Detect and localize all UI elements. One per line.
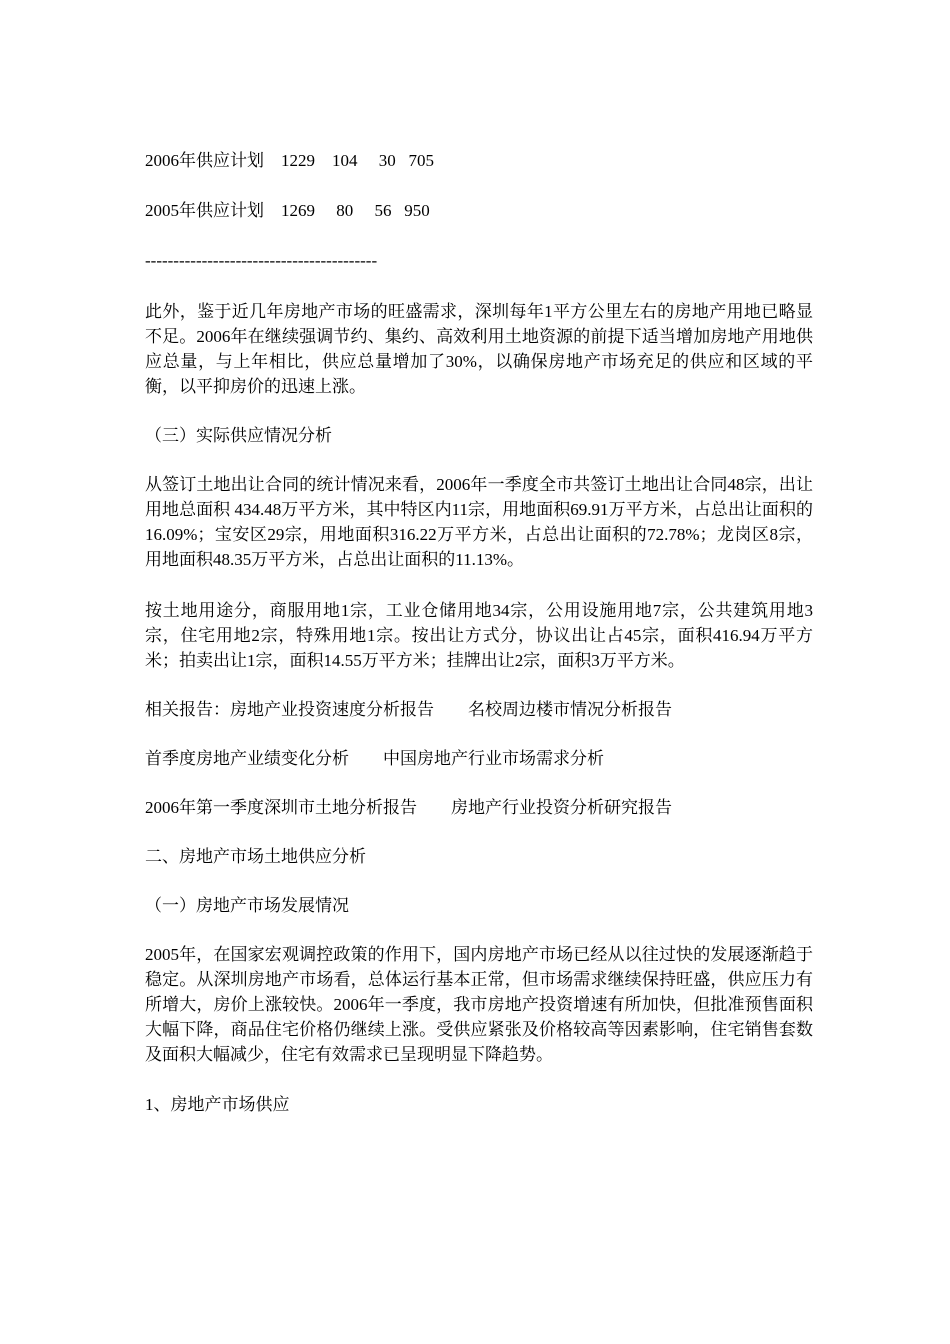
paragraph-land-use: 按土地用途分，商服用地1宗，工业仓储用地34宗，公用设施用地7宗，公共建筑用地3宗，住宅用地2宗，特殊用地1宗。按出让方式分，协议出让占45宗，面积416.94万平方米；拍卖出让1宗，面积14.55万平方米；挂牌出让2宗，面积3万平方米。 xyxy=(145,601,813,670)
related-reports-line-1[interactable]: 相关报告：房地产业投资速度分析报告 名校周边楼市情况分析报告 xyxy=(145,700,672,719)
section-heading-land-supply: 二、房地产市场土地供应分析 xyxy=(145,847,366,866)
paragraph-contract-statistics: 从签订土地出让合同的统计情况来看，2006年一季度全市共签订土地出让合同48宗，出让用地总面积 434.48万平方米，其中特区内11宗，用地面积69.91万平方米，占总出让面积的16.09%；宝安区29宗，用地面积316.22万平方米，占总出让面积的72.78%；龙岗区8宗，用地面积48.35万平方米，占总出让面积的11.13%。 xyxy=(145,475,813,569)
item-market-supply: 1、房地产市场供应 xyxy=(145,1095,290,1114)
heading-market-development: （一）房地产市场发展情况 xyxy=(145,896,349,915)
supply-plan-row-2006: 2006年供应计划 1229 104 30 705 xyxy=(145,151,434,170)
divider-line: ----------------------------------------- xyxy=(145,251,378,270)
supply-plan-row-2005: 2005年供应计划 1269 80 56 950 xyxy=(145,201,430,220)
document-body xyxy=(145,148,813,1117)
related-reports-line-3[interactable]: 2006年第一季度深圳市土地分析报告 房地产行业投资分析研究报告 xyxy=(145,798,672,817)
paragraph-supply-increase: 此外，鉴于近几年房地产市场的旺盛需求，深圳每年1平方公里左右的房地产用地已略显不足。2006年在继续强调节约、集约、高效利用土地资源的前提下适当增加房地产用地供应总量，与上年相比，供应总量增加了30%，以确保房地产市场充足的供应和区域的平衡，以平抑房价的迅速上涨。 xyxy=(145,302,813,396)
heading-actual-supply: （三）实际供应情况分析 xyxy=(145,426,332,445)
related-reports-line-2[interactable]: 首季度房地产业绩变化分析 中国房地产行业市场需求分析 xyxy=(145,749,604,768)
paragraph-market-overview: 2005年，在国家宏观调控政策的作用下，国内房地产市场已经从以往过快的发展逐渐趋于稳定。从深圳房地产市场看，总体运行基本正常，但市场需求继续保持旺盛，供应压力有所增大，房价上涨较快。2006年一季度，我市房地产投资增速有所加快，但批准预售面积大幅下降，商品住宅价格仍继续上涨。受供应紧张及价格较高等因素影响，住宅销售套数及面积大幅减少，住宅有效需求已呈现明显下降趋势。 xyxy=(145,945,813,1064)
